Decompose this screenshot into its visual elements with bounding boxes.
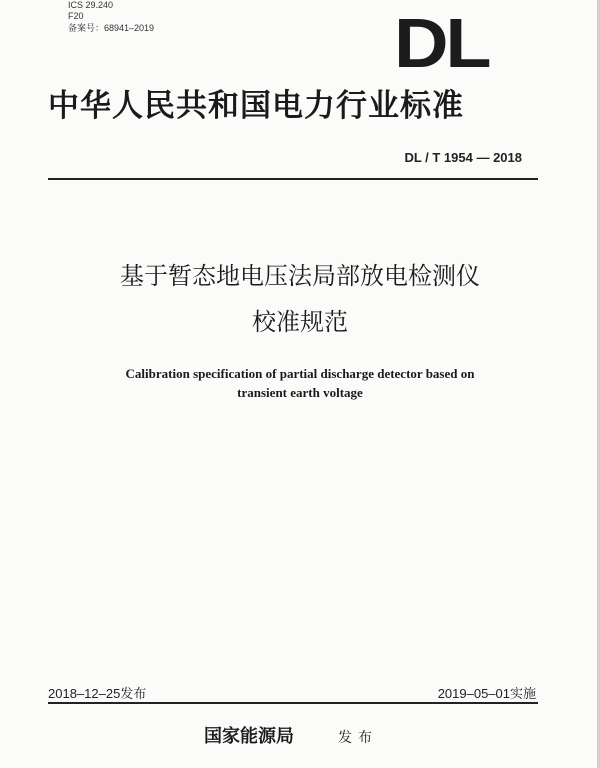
publish-date: 2018–12–25发布 xyxy=(48,686,147,701)
issue-label: 发布 xyxy=(338,730,378,746)
english-title-line-2: transient earth voltage xyxy=(237,385,363,400)
chinese-title-line-1: 基于暂态地电压法局部放电检测仪 xyxy=(120,262,480,290)
english-title-line-1: Calibration specification of partial discharge detector based on xyxy=(125,366,475,381)
header-divider xyxy=(48,178,538,180)
dl-logo: DL xyxy=(394,4,489,82)
issuing-authority: 国家能源局 xyxy=(204,726,294,747)
ccs-code: F20 xyxy=(68,11,84,21)
filing-number: 备案号：68941–2019 xyxy=(68,23,155,33)
footer-divider xyxy=(48,702,538,704)
standard-code: DL / T 1954 — 2018 xyxy=(404,150,522,165)
ics-code: ICS 29.240 xyxy=(68,0,114,10)
implementation-date: 2019–05–01实施 xyxy=(437,686,536,701)
chinese-title-line-2: 校准规范 xyxy=(252,308,348,336)
standard-type-heading: 中华人民共和国电力行业标准 xyxy=(48,88,464,124)
